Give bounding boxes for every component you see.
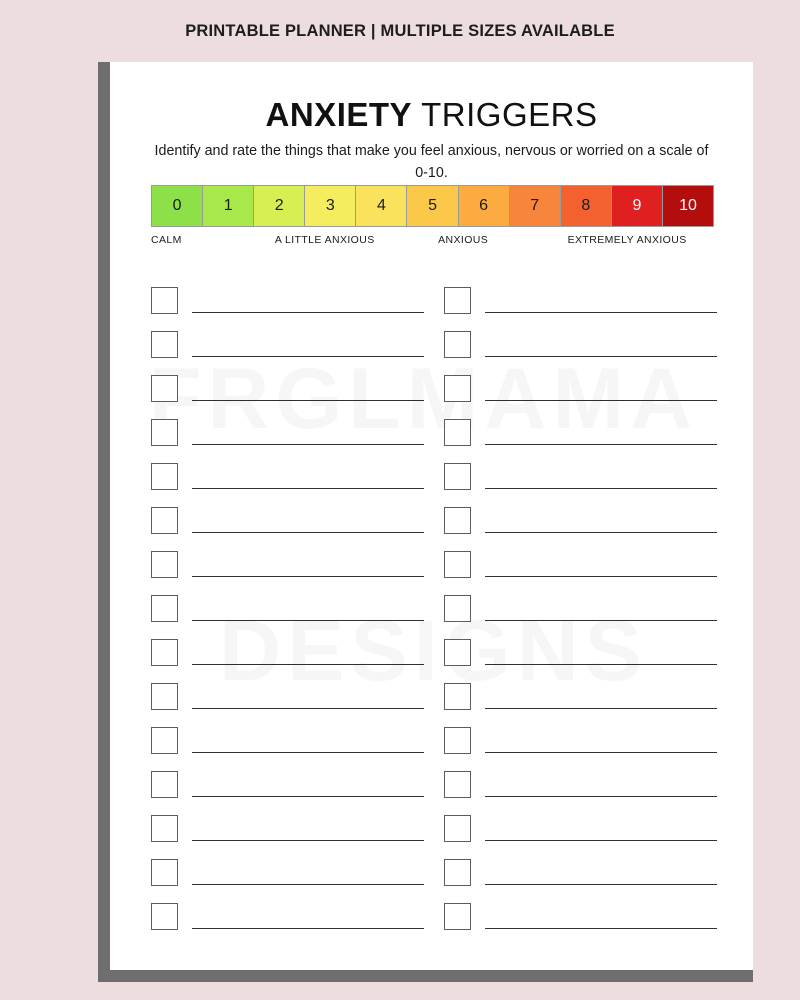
checkbox-left-6[interactable]: [151, 507, 178, 534]
list-item: [151, 360, 424, 404]
write-line-left-10[interactable]: [192, 708, 424, 709]
checkbox-left-11[interactable]: [151, 727, 178, 754]
checkbox-right-2[interactable]: [444, 331, 471, 358]
checkbox-right-12[interactable]: [444, 771, 471, 798]
write-line-right-10[interactable]: [485, 708, 717, 709]
list-item: [444, 624, 717, 668]
write-line-left-12[interactable]: [192, 796, 424, 797]
write-line-left-9[interactable]: [192, 664, 424, 665]
banner-text: PRINTABLE PLANNER | MULTIPLE SIZES AVAILABLE: [185, 21, 615, 40]
list-item: [151, 316, 424, 360]
checkbox-left-8[interactable]: [151, 595, 178, 622]
write-line-left-13[interactable]: [192, 840, 424, 841]
scale-cell-8[interactable]: 8: [561, 186, 612, 226]
list-item: [444, 360, 717, 404]
list-item: [444, 272, 717, 316]
list-item: [444, 404, 717, 448]
checkbox-right-3[interactable]: [444, 375, 471, 402]
write-line-left-11[interactable]: [192, 752, 424, 753]
list-item: [444, 888, 717, 932]
write-line-right-15[interactable]: [485, 928, 717, 929]
list-item: [151, 712, 424, 756]
write-line-left-2[interactable]: [192, 356, 424, 357]
write-line-right-4[interactable]: [485, 444, 717, 445]
write-line-left-4[interactable]: [192, 444, 424, 445]
checkbox-left-12[interactable]: [151, 771, 178, 798]
scale-cell-2[interactable]: 2: [254, 186, 305, 226]
page-title: [110, 96, 753, 134]
write-line-right-6[interactable]: [485, 532, 717, 533]
scale-cell-9[interactable]: 9: [612, 186, 663, 226]
write-line-right-8[interactable]: [485, 620, 717, 621]
write-line-right-14[interactable]: [485, 884, 717, 885]
list-item: [444, 536, 717, 580]
printable-sheet: [110, 62, 753, 970]
list-item: [151, 448, 424, 492]
checkbox-right-5[interactable]: [444, 463, 471, 490]
list-item: [444, 800, 717, 844]
checkbox-left-4[interactable]: [151, 419, 178, 446]
write-line-left-15[interactable]: [192, 928, 424, 929]
write-line-right-9[interactable]: [485, 664, 717, 665]
checkbox-left-13[interactable]: [151, 815, 178, 842]
list-item: [151, 844, 424, 888]
list-item: [444, 712, 717, 756]
write-line-right-12[interactable]: [485, 796, 717, 797]
list-item: [444, 492, 717, 536]
checkbox-left-2[interactable]: [151, 331, 178, 358]
checkbox-right-11[interactable]: [444, 727, 471, 754]
scale-label-2: ANXIOUS: [438, 234, 489, 246]
write-line-right-2[interactable]: [485, 356, 717, 357]
list-item: [151, 580, 424, 624]
write-line-right-7[interactable]: [485, 576, 717, 577]
write-line-right-13[interactable]: [485, 840, 717, 841]
checkbox-right-6[interactable]: [444, 507, 471, 534]
write-line-left-3[interactable]: [192, 400, 424, 401]
checkbox-right-4[interactable]: [444, 419, 471, 446]
scale-label-0: CALM: [151, 234, 182, 246]
anxiety-scale: [151, 185, 714, 227]
checkbox-left-14[interactable]: [151, 859, 178, 886]
checkbox-left-7[interactable]: [151, 551, 178, 578]
write-line-left-6[interactable]: [192, 532, 424, 533]
scale-cell-6[interactable]: 6: [459, 186, 510, 226]
checkbox-right-13[interactable]: [444, 815, 471, 842]
checkbox-right-10[interactable]: [444, 683, 471, 710]
write-line-left-8[interactable]: [192, 620, 424, 621]
write-line-left-1[interactable]: [192, 312, 424, 313]
write-line-right-3[interactable]: [485, 400, 717, 401]
write-line-left-14[interactable]: [192, 884, 424, 885]
list-item: [151, 536, 424, 580]
scale-cell-5[interactable]: 5: [407, 186, 458, 226]
list-item: [444, 448, 717, 492]
list-item: [151, 404, 424, 448]
trigger-column-left: [151, 272, 424, 932]
list-item: [444, 668, 717, 712]
write-line-right-1[interactable]: [485, 312, 717, 313]
checkbox-left-15[interactable]: [151, 903, 178, 930]
list-item: [444, 316, 717, 360]
scale-label-1: A LITTLE ANXIOUS: [274, 234, 375, 246]
list-item: [151, 756, 424, 800]
anxiety-scale-labels: [151, 234, 714, 250]
checkbox-right-7[interactable]: [444, 551, 471, 578]
scale-label-3: EXTREMELY ANXIOUS: [567, 234, 687, 246]
checkbox-left-3[interactable]: [151, 375, 178, 402]
page-title-emphasis: ANXIETY: [265, 96, 413, 133]
page-subtitle: Identify and rate the things that make you feel anxious, nervous or worried on a scale of 0-10.: [154, 143, 709, 181]
write-line-left-7[interactable]: [192, 576, 424, 577]
scale-cell-4[interactable]: 4: [356, 186, 407, 226]
checkbox-left-9[interactable]: [151, 639, 178, 666]
checkbox-left-10[interactable]: [151, 683, 178, 710]
scale-cell-3[interactable]: 3: [305, 186, 356, 226]
checkbox-left-1[interactable]: [151, 287, 178, 314]
checkbox-right-9[interactable]: [444, 639, 471, 666]
list-item: [151, 492, 424, 536]
checkbox-right-8[interactable]: [444, 595, 471, 622]
checkbox-right-1[interactable]: [444, 287, 471, 314]
list-item: [151, 624, 424, 668]
trigger-column-right: [444, 272, 717, 932]
list-item: [444, 756, 717, 800]
scale-cell-10[interactable]: 10: [663, 186, 713, 226]
write-line-right-11[interactable]: [485, 752, 717, 753]
scale-cell-0[interactable]: 0: [152, 186, 203, 226]
list-item: [444, 844, 717, 888]
page-title-rest: TRIGGERS: [412, 96, 598, 133]
trigger-list: [151, 272, 717, 932]
write-line-left-5[interactable]: [192, 488, 424, 489]
list-item: [151, 668, 424, 712]
list-item: [151, 272, 424, 316]
checkbox-right-14[interactable]: [444, 859, 471, 886]
scale-cell-1[interactable]: 1: [203, 186, 254, 226]
checkbox-right-15[interactable]: [444, 903, 471, 930]
write-line-right-5[interactable]: [485, 488, 717, 489]
checkbox-left-5[interactable]: [151, 463, 178, 490]
top-banner: [0, 0, 800, 62]
list-item: [151, 800, 424, 844]
scale-cell-7[interactable]: 7: [510, 186, 561, 226]
list-item: [151, 888, 424, 932]
list-item: [444, 580, 717, 624]
